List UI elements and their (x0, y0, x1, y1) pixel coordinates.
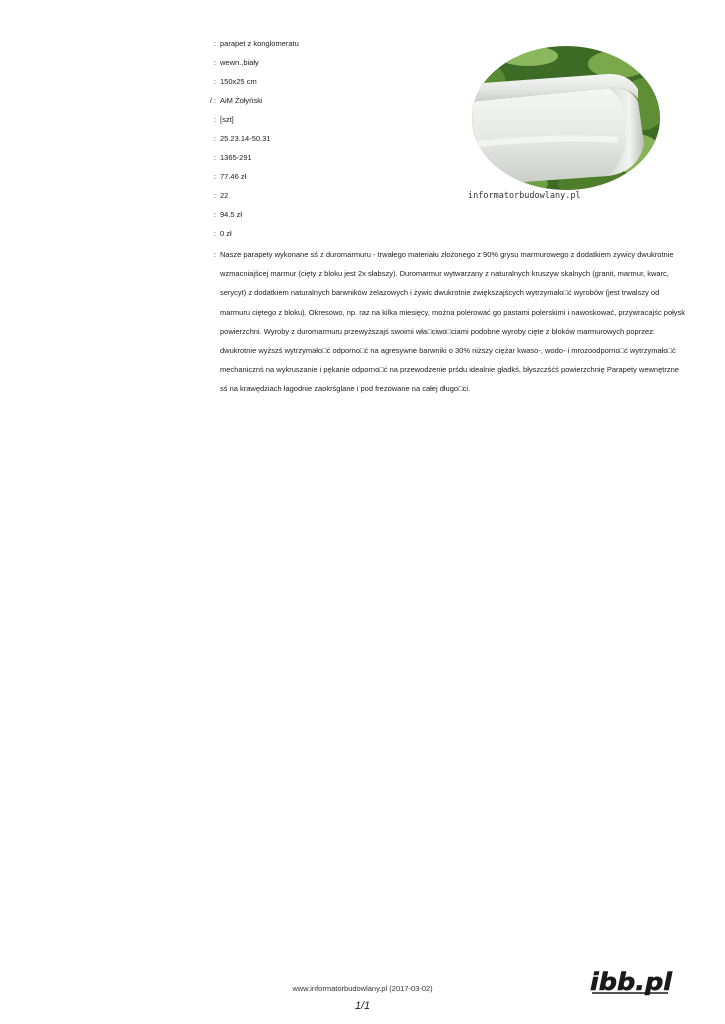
field-row (0, 208, 725, 222)
product-description: Nasze parapety wykonane sś z duromarmuru - trwałego materiału złożonego z 90% grysu marmurowego z dodatkiem żywicy dwukrotnie wzmacniajścej marmur (cięty z bloku jest 2x słabszy). Duromarmur wytwarzany z naturalnych kruszyw skalnych (granit, marmur, kwarc, serycyt) z dodatkiem naturalnych barwników żelazowych i żywic dwukrotnie zwiększajścych wytrzymało□ć wyrobów (jest trwalszy od marmuru ciętego z bloku). Okresowo, np. raz na kilka miesięcy, można polerować go pastami polerskimi i nawoskować, przywracajśc połysk powierzchni. Wyroby z duromarmuru przewyższajś swoimi wła□ciwo□ciami podobne wyroby cięte z bloków marmurowych poprzez: dwukrotnie wyższś wytrzymało□ć odporno□ć na agresywne barwniki o 30% niższy ciężar kwaso-, wodo- i mrozoodporno□ć wytrzymało□ć mechanicznś na wykruszanie i pękanie odporno□ć na przewodzenie prśdu idealnie gładkś, błyszczśćś powierzchnię Parapety wewnętrzne sś na krawędziach łagodnie zaokrśglane i pod frezowane na całej długo□ci. (220, 250, 686, 394)
field-separator: : (213, 39, 216, 48)
field-value-net-price: 77.46 zł (220, 172, 247, 181)
field-separator: : (213, 172, 216, 181)
field-value-name: parapet z konglomeratu (220, 39, 299, 48)
footer-url-date: www.informatorbudowlany.pl (2017-03-02) (292, 984, 433, 993)
field-value-index: 1365-291 (220, 153, 252, 162)
field-value-color: wewn.,biały (220, 58, 259, 67)
description-separator: : (213, 250, 216, 259)
field-value-producer: AiM Żołyński (220, 96, 263, 105)
field-value-unit: [szt] (220, 115, 234, 124)
field-value-size: 150x25 cm (220, 77, 257, 86)
field-separator: : (213, 153, 216, 162)
field-separator: : (213, 229, 216, 238)
field-row (0, 227, 725, 241)
field-separator: : (213, 58, 216, 67)
field-value-extra-cost: 0 zł (220, 229, 232, 238)
field-separator: / : (209, 96, 216, 105)
page-number: 1/1 (354, 1000, 371, 1012)
field-separator: : (213, 191, 216, 200)
photo-watermark: informatorbudowlany.pl (468, 191, 581, 200)
field-value-gross-price: 94.5 zł (220, 210, 243, 219)
field-separator: : (213, 134, 216, 143)
field-separator: : (213, 210, 216, 219)
product-photo (468, 44, 664, 200)
field-value-code: 25.23.14-50.31 (220, 134, 271, 143)
field-separator: : (213, 77, 216, 86)
field-value-vat: 22 (220, 191, 229, 200)
ibb-logo (588, 966, 674, 996)
logo-text: ibb.pl (590, 968, 673, 996)
field-separator: : (213, 115, 216, 124)
